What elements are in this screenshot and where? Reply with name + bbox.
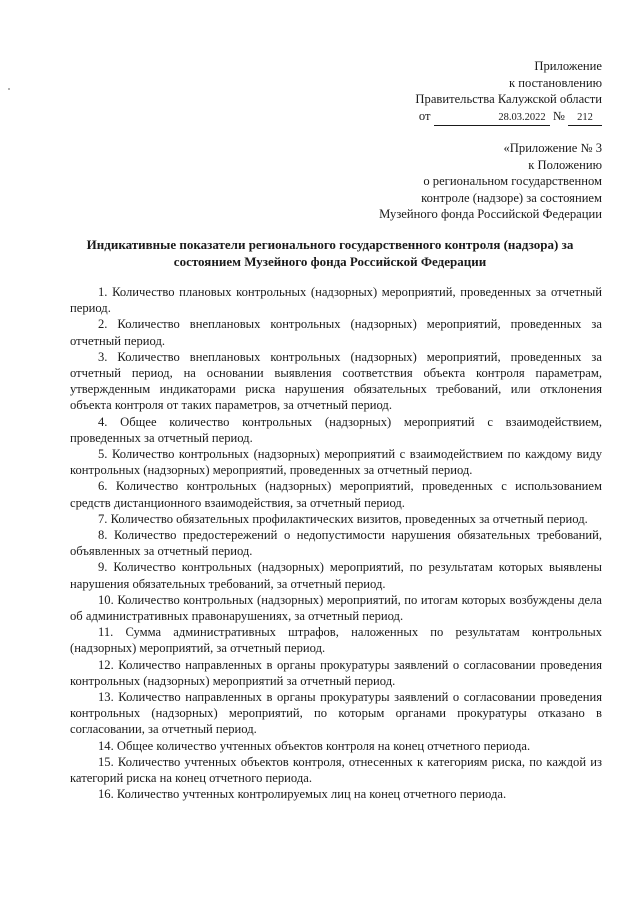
document-title <box>60 236 600 270</box>
title-line-2: состоянием Музейного фонда Российской Федерации <box>173 254 487 269</box>
regulation-line-4: контроле (надзоре) за состоянием <box>421 190 602 205</box>
indicator-item-15: 15. Количество учтенных объектов контроля, отнесенных к категориям риска, по каждой из категорий риска на конец отчетного периода. <box>70 754 602 786</box>
to-regulation-label: к Положению <box>528 157 602 172</box>
indicator-item-13: 13. Количество направленных в органы прокуратуры заявлений о согласовании проведения контрольных (надзорных) мероприятий, по которым органами прокуратуры отказано в согласовании, за отчетный период. <box>70 690 602 737</box>
number-value: 212 <box>577 111 593 123</box>
resolution-header <box>415 58 602 126</box>
indicator-item-11: 11. Сумма административных штрафов, наложенных по результатам контрольных (надзорных) мероприятий, за отчетный период. <box>70 625 602 656</box>
indicator-item-14: 14. Общее количество учтенных объектов контроля на конец отчетного периода. <box>98 738 531 753</box>
date-number-line <box>415 108 602 126</box>
from-label: от <box>418 108 431 123</box>
government-label: Правительства Калужской области <box>415 92 602 106</box>
indicator-item-12: 12. Количество направленных в органы прокуратуры заявлений о согласовании проведения контрольных (надзорных) мероприятий за отчетный период. <box>70 657 602 688</box>
appendix-header <box>379 140 602 223</box>
date-value: 28.03.2022 <box>498 111 546 123</box>
indicator-list <box>70 284 602 803</box>
indicator-item-1: 1. Количество плановых контрольных (надзорных) мероприятий, проведенных за отчетный период. <box>70 285 602 316</box>
indicator-item-4: 4. Общее количество контрольных (надзорных) мероприятий с взаимодействием, проведенных за отчетный период. <box>70 414 602 445</box>
appendix3-label: «Приложение № 3 <box>503 141 602 155</box>
appendix-label: Приложение <box>534 59 602 73</box>
scan-speck <box>8 88 10 90</box>
indicator-item-6: 6. Количество контрольных (надзорных) мероприятий, проведенных с использованием средств дистанционного взаимодействия, за отчетный период. <box>70 479 602 510</box>
to-resolution-label: к постановлению <box>508 75 602 90</box>
number-field <box>568 109 602 126</box>
title-line-1: Индикативные показатели регионального государственного контроля (надзора) за <box>86 237 574 252</box>
indicator-item-16: 16. Количество учтенных контролируемых лиц на конец отчетного периода. <box>98 787 507 802</box>
indicator-item-5: 5. Количество контрольных (надзорных) мероприятий с взаимодействием по каждому виду контрольных (надзорных) мероприятий, проведенных за отчетный период. <box>70 447 602 478</box>
indicator-item-2: 2. Количество внеплановых контрольных (надзорных) мероприятий, проведенных за отчетный период. <box>70 317 602 348</box>
indicator-item-9: 9. Количество контрольных (надзорных) мероприятий, по результатам которых выявлены нарушения обязательных требований, за отчетный период. <box>70 560 602 591</box>
regulation-line-5: Музейного фонда Российской Федерации <box>379 207 602 221</box>
number-label: № <box>552 108 565 123</box>
date-field <box>434 109 550 126</box>
indicator-item-3: 3. Количество внеплановых контрольных (надзорных) мероприятий, проведенных за отчетный период, на основании выявления соответствия объекта контроля параметрам, утвержденным индикаторами риска нарушения обязательных требований, или отклонения объекта контроля от таких параметров, за отчетный период. <box>70 349 602 413</box>
indicator-item-8: 8. Количество предостережений о недопустимости нарушения обязательных требований, объявленных за отчетный период. <box>70 528 602 559</box>
indicator-item-10: 10. Количество контрольных (надзорных) мероприятий, по итогам которых возбуждены дела об административных правонарушениях, за отчетный период. <box>70 592 602 624</box>
regulation-line-3: о региональном государственном <box>423 174 602 188</box>
indicator-item-7: 7. Количество обязательных профилактических визитов, проведенных за отчетный период. <box>98 511 588 526</box>
